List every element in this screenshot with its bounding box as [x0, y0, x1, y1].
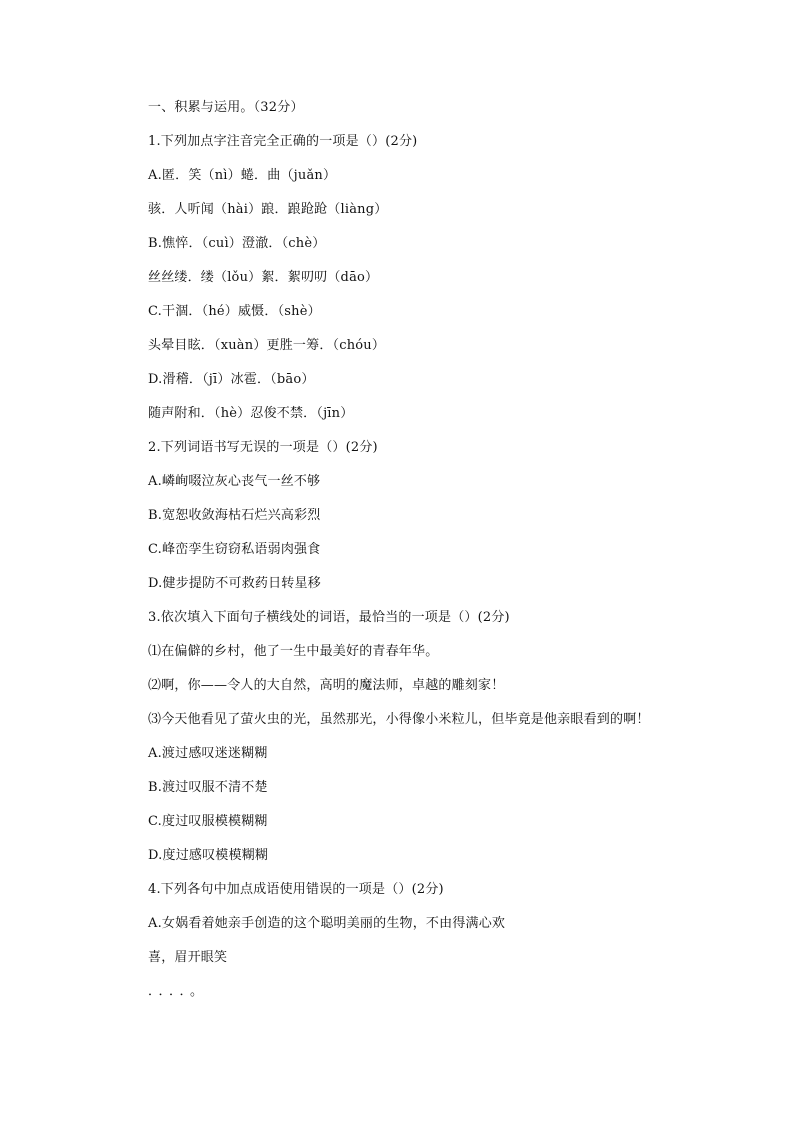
question-3-option-b: B.渡过叹服不清不楚 — [148, 780, 268, 795]
question-1-option-d-line-1: D.滑稽．（jī）冰雹．（bāo） — [148, 372, 315, 387]
question-3: 3.依次填入下面句子横线处的词语，最恰当的一项是（）(2分) — [148, 610, 510, 625]
question-3-option-d: D.度过感叹模模糊糊 — [148, 848, 269, 863]
question-4-option-a-line-2: 喜，眉开眼笑 — [148, 950, 228, 965]
question-2-option-d: D.健步提防不可救药日转星移 — [148, 576, 321, 591]
question-3-sentence-3: ⑶今天他看见了萤火虫的光，虽然那光，小得像小米粒儿，但毕竟是他亲眼看到的啊！ — [148, 712, 650, 727]
question-3-option-c: C.度过叹服模模糊糊 — [148, 814, 268, 829]
question-3-option-a: A.渡过感叹迷迷糊糊 — [148, 746, 268, 761]
question-3-sentence-2: ⑵啊，你——令人的大自然，高明的魔法师，卓越的雕刻家！ — [148, 678, 505, 693]
question-1-option-c-line-2: 头晕目眩．（xuàn）更胜一筹．（chóu） — [148, 338, 386, 353]
question-2-option-a: A.嶙峋啜泣灰心丧气一丝不够 — [148, 474, 321, 489]
question-1-option-c-line-1: C.干涸．（hé）威慑．（shè） — [148, 304, 321, 319]
question-1-option-b-line-1: B.憔悴．（cuì）澄澈．（chè） — [148, 236, 326, 251]
question-1-option-a-line-2: 骇．人听闻（hài）踉．踉跄跄（liàng） — [148, 202, 388, 217]
section-heading: 一、积累与运用。（32分） — [148, 100, 304, 115]
question-1-option-d-line-2: 随声附和．（hè）忍俊不禁．（jīn） — [148, 406, 354, 421]
question-4: 4.下列各句中加点成语使用错误的一项是（）(2分) — [148, 882, 444, 897]
question-1-option-b-line-2: 丝丝缕．缕（lǒu）絮．絮叨叨（dāo） — [148, 270, 379, 285]
question-1-option-a-line-1: A.匿．笑（nì）蜷．曲（juǎn） — [148, 168, 337, 183]
question-2: 2.下列词语书写无误的一项是（）(2分) — [148, 440, 378, 455]
question-1: 1.下列加点字注音完全正确的一项是（）(2分) — [148, 134, 418, 149]
question-2-option-b: B.宽恕收敛海枯石烂兴高彩烈 — [148, 508, 321, 523]
question-4-dots: ．．．．。 — [148, 984, 208, 999]
document-body — [148, 98, 708, 1016]
question-3-sentence-1: ⑴在偏僻的乡村，他了一生中最美好的青春年华。 — [148, 644, 439, 659]
question-2-option-c: C.峰峦孪生窃窃私语弱肉强食 — [148, 542, 321, 557]
question-4-option-a-line-1: A.女娲看着她亲手创造的这个聪明美丽的生物，不由得满心欢 — [148, 916, 506, 931]
